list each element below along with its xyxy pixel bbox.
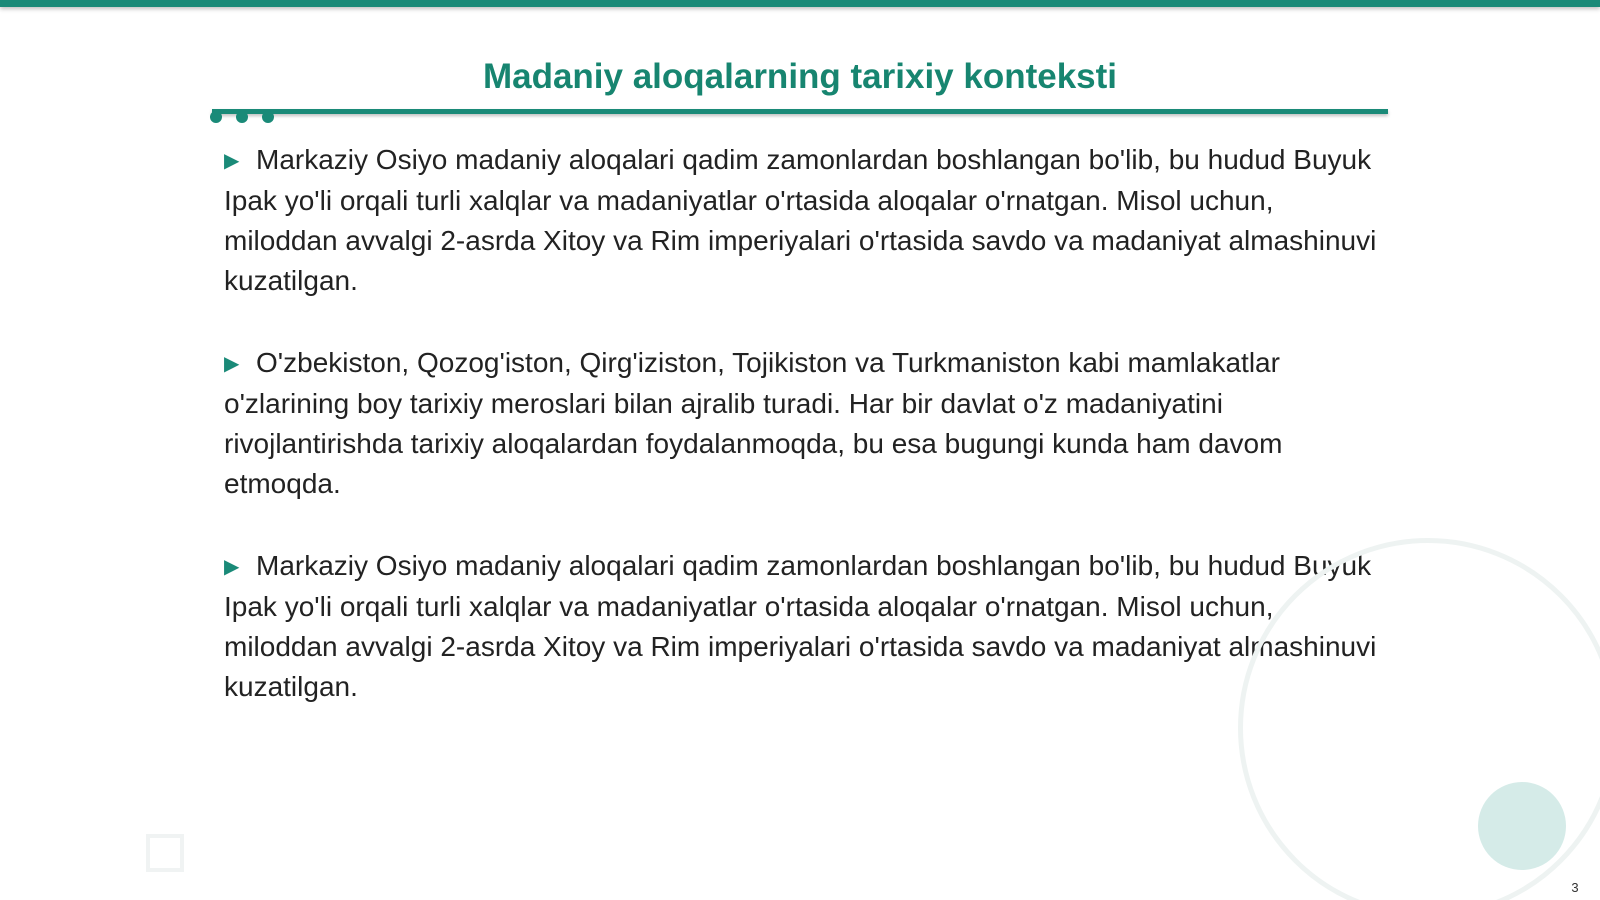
triangle-right-icon: ▶: [224, 353, 240, 375]
bullet-text-2: O'zbekiston, Qozog'iston, Qirg'iziston, Tojikiston va Turkmaniston kabi mamlakatlar o'zlarining boy tarixiy meroslari bilan ajralib turadi. Har bir davlat o'z madaniyatini rivojlantirishda tarixiy aloqalardan foydalanmoqda, bu esa bugungi kunda ham davom etmoqda.: [224, 347, 1283, 499]
bullet-item-2: [224, 343, 1384, 504]
bullet-text-3: Markaziy Osiyo madaniy aloqalari qadim zamonlardan boshlangan bo'lib, bu hudud Buyuk Ipak yo'li orqali turli xalqlar va madaniyatlar o'rtasida aloqalar o'rnatgan. Misol uchun, miloddan avvalgi 2-asrda Xitoy va Rim imperiyalari o'rtasida savdo va madaniyat almashinuvi kuzatilgan.: [224, 550, 1377, 702]
triangle-right-icon: ▶: [224, 150, 240, 172]
rule-dot-2: [236, 111, 248, 123]
bullet-item-3: [224, 546, 1384, 707]
rule-dot-3: [262, 111, 274, 123]
decorative-square: [146, 834, 184, 872]
page-number: 3: [1571, 880, 1579, 895]
slide-title: Madaniy aloqalarning tarixiy konteksti: [482, 57, 1118, 96]
decorative-circle: [1478, 782, 1566, 870]
triangle-right-icon: ▶: [224, 556, 240, 578]
bullet-list: [224, 140, 1384, 749]
title-underline: [212, 109, 1388, 114]
top-accent-bar: [0, 0, 1600, 7]
bullet-item-1: [224, 140, 1384, 301]
rule-dot-1: [210, 111, 222, 123]
bullet-text-1: Markaziy Osiyo madaniy aloqalari qadim zamonlardan boshlangan bo'lib, bu hudud Buyuk Ipak yo'li orqali turli xalqlar va madaniyatlar o'rtasida aloqalar o'rnatgan. Misol uchun, miloddan avvalgi 2-asrda Xitoy va Rim imperiyalari o'rtasida savdo va madaniyat almashinuvi kuzatilgan.: [224, 144, 1377, 296]
